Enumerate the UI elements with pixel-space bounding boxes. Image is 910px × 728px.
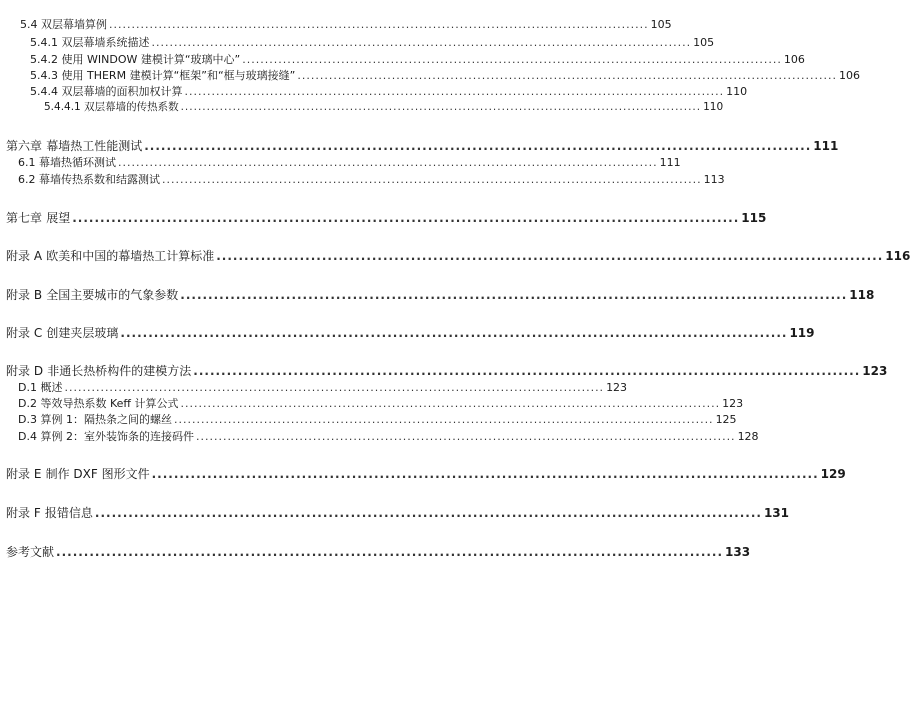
dot-leader: ........................................................................................................................ (72, 211, 740, 225)
entry-number: 5.4.3 (30, 69, 58, 82)
entry-page: 111 (659, 156, 681, 169)
entry-page: 125 (715, 413, 737, 426)
dot-leader: ........................................................................................................................ (184, 85, 725, 98)
toc-entry[interactable] (18, 395, 744, 411)
entry-number: 附录 E (6, 467, 42, 481)
entry-page: 106 (783, 53, 805, 66)
entry-number: 5.4.2 (30, 53, 58, 66)
entry-page: 119 (789, 326, 815, 340)
toc-references[interactable] (6, 543, 751, 560)
dot-leader: ........................................................................................................................ (193, 364, 861, 378)
toc-appendix[interactable] (6, 362, 888, 379)
entry-page: 129 (820, 467, 846, 481)
dot-leader: ........................................................................................................................ (56, 545, 724, 559)
dot-leader: ........................................................................................................................ (144, 139, 812, 153)
entry-page: 116 (885, 249, 910, 263)
entry-title: 使用 THERM 建模计算“框架”和“框与玻璃接缝” (61, 69, 296, 82)
entry-page: 123 (722, 397, 744, 410)
entry-title: 非通长热桥构件的建模方法 (47, 364, 192, 378)
entry-title: 算例 2：室外装饰条的连接码件 (40, 430, 194, 443)
entry-title: 算例 1：隔热条之间的螺丝 (40, 413, 172, 426)
entry-title: 创建夹层玻璃 (46, 326, 119, 340)
dot-leader: ........................................................................................................................ (94, 506, 762, 520)
entry-number: 5.4.1 (30, 36, 58, 49)
toc-entry[interactable] (44, 99, 724, 114)
toc-chapter[interactable] (6, 209, 767, 226)
dot-leader: ........................................................................................................................ (297, 69, 837, 82)
toc-entry[interactable] (18, 171, 725, 187)
entry-title: 幕墙传热系数和结露测试 (39, 173, 160, 186)
entry-title: 参考文献 (6, 545, 55, 559)
dot-leader: ........................................................................................................................ (118, 156, 658, 169)
entry-number: 5.4.4.1 (44, 101, 81, 113)
entry-number: D.2 (18, 397, 37, 410)
entry-page: 113 (703, 173, 725, 186)
entry-page: 123 (862, 364, 888, 378)
entry-number: 第七章 (6, 211, 43, 225)
dot-leader: ........................................................................................................................ (216, 249, 884, 263)
dot-leader: ........................................................................................................................ (162, 173, 702, 186)
dot-leader: ........................................................................................................................ (120, 326, 788, 340)
entry-page: 133 (725, 545, 751, 559)
entry-page: 118 (849, 288, 875, 302)
entry-title: 双层幕墙的传热系数 (84, 101, 179, 113)
toc-appendix[interactable] (6, 247, 910, 264)
entry-title: 双层幕墙算例 (41, 18, 107, 31)
entry-number: D.3 (18, 413, 37, 426)
toc-entry[interactable] (30, 51, 805, 67)
entry-page: 128 (737, 430, 759, 443)
entry-number: 6.1 (18, 156, 36, 169)
toc-entry[interactable] (18, 379, 628, 395)
entry-page: 106 (838, 69, 860, 82)
dot-leader: ........................................................................................................................ (180, 288, 848, 302)
entry-number: D.1 (18, 381, 37, 394)
dot-leader: ........................................................................................................................ (151, 467, 819, 481)
toc-entry[interactable] (30, 67, 860, 83)
entry-page: 105 (650, 18, 672, 31)
entry-number: 附录 A (6, 249, 43, 263)
entry-title: 欧美和中国的幕墙热工计算标准 (46, 249, 215, 263)
entry-page: 111 (813, 139, 839, 153)
toc-appendix[interactable] (6, 324, 815, 341)
entry-number: 附录 F (6, 506, 41, 520)
dot-leader: ........................................................................................................................ (195, 430, 736, 443)
entry-page: 131 (763, 506, 790, 520)
entry-number: 附录 D (6, 364, 44, 378)
entry-title: 报错信息 (44, 506, 93, 520)
entry-page: 110 (703, 101, 724, 113)
entry-title: 双层幕墙系统描述 (61, 36, 150, 49)
dot-leader: ........................................................................................................................ (173, 413, 714, 426)
entry-title: 双层幕墙的面积加权计算 (61, 85, 183, 98)
dot-leader: ........................................................................................................................ (180, 397, 721, 410)
toc-appendix[interactable] (6, 504, 790, 521)
entry-page: 110 (726, 85, 748, 98)
entry-title: 全国主要城市的气象参数 (46, 288, 179, 302)
entry-title: 使用 WINDOW 建模计算“玻璃中心” (61, 53, 241, 66)
entry-title: 制作 DXF 图形文件 (45, 467, 150, 481)
entry-title: 展望 (46, 211, 71, 225)
entry-number: 6.2 (18, 173, 36, 186)
toc-chapter[interactable] (6, 137, 839, 154)
entry-number: 附录 C (6, 326, 43, 340)
entry-number: 5.4 (20, 18, 38, 31)
entry-page: 115 (741, 211, 767, 225)
entry-title: 幕墙热循环测试 (39, 156, 116, 169)
toc-entry[interactable] (18, 411, 737, 427)
dot-leader: ........................................................................................................................ (242, 53, 782, 66)
entry-title: 幕墙热工性能测试 (46, 139, 143, 153)
entry-number: 附录 B (6, 288, 43, 302)
dot-leader: ........................................................................................................................ (109, 18, 649, 31)
dot-leader: ........................................................................................................................ (64, 381, 605, 394)
entry-number: D.4 (18, 430, 37, 443)
entry-title: 等效导热系数 Keff 计算公式 (40, 397, 179, 410)
toc-entry[interactable] (30, 83, 748, 99)
toc-entry[interactable] (30, 34, 715, 50)
toc-entry[interactable] (18, 154, 681, 170)
dot-leader: ........................................................................................................................ (151, 36, 692, 49)
entry-number: 第六章 (6, 139, 43, 153)
entry-number: 5.4.4 (30, 85, 58, 98)
toc-entry[interactable] (18, 428, 759, 444)
entry-page: 105 (693, 36, 715, 49)
toc-entry[interactable] (20, 16, 672, 32)
dot-leader: ........................................................................................................................ (180, 101, 702, 113)
entry-page: 123 (606, 381, 628, 394)
toc-appendix[interactable] (6, 286, 875, 303)
entry-title: 概述 (40, 381, 63, 394)
toc-appendix[interactable] (6, 465, 846, 482)
